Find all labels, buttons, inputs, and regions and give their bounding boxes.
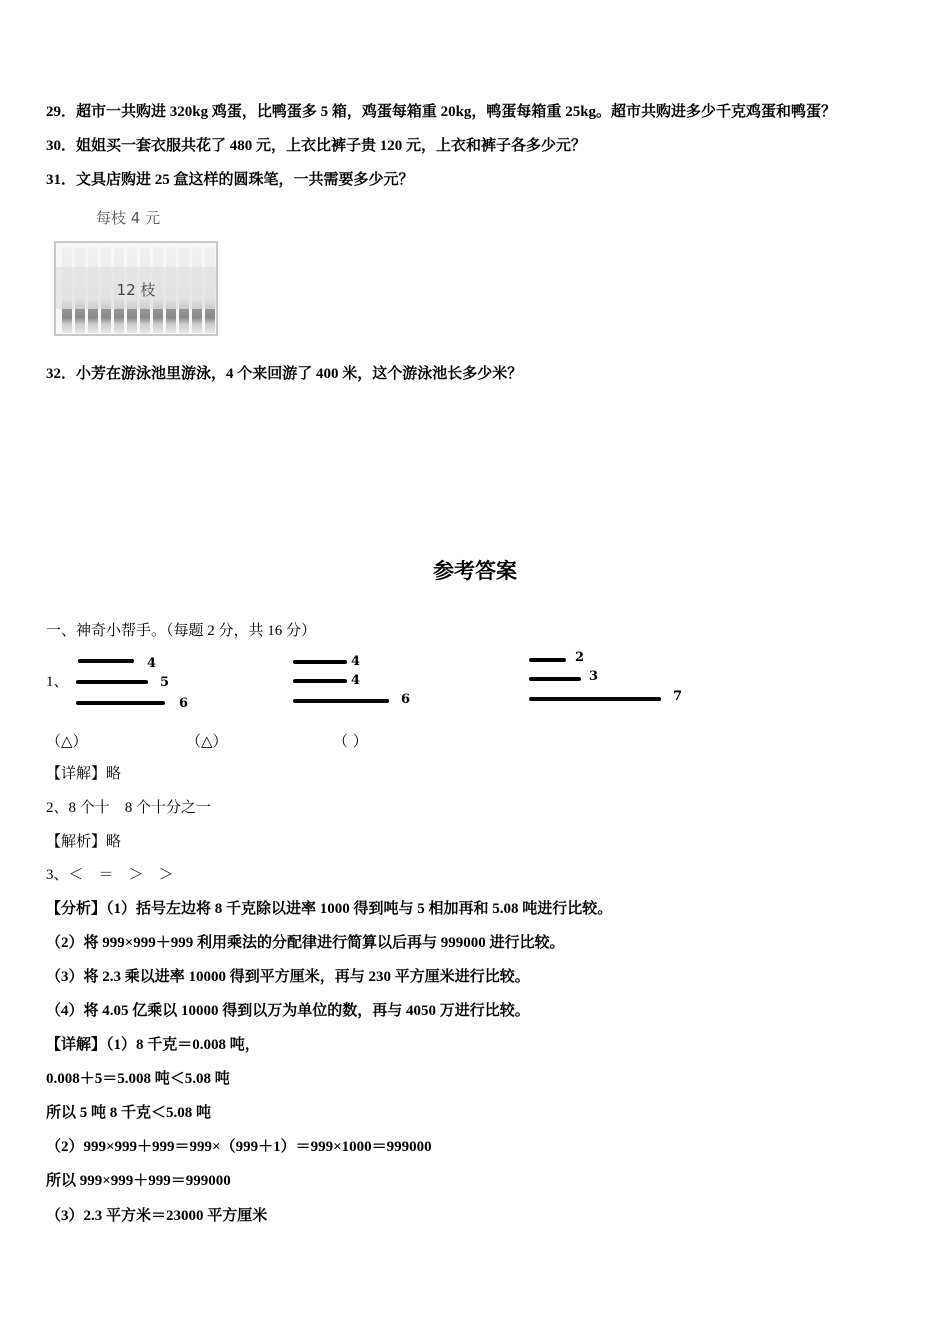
segment-label: 6 [401, 692, 411, 707]
segment-line [529, 677, 581, 681]
segment-label: 4 [147, 656, 157, 671]
segment-label: 2 [575, 650, 585, 665]
segment-line [76, 701, 165, 705]
answer-3-detail-1: 【详解】（1）8 千克＝0.008 吨， [46, 1037, 260, 1053]
answer-3-detail-4: （2）999×999＋999＝999×（999＋1）＝999×1000＝999000 [46, 1139, 432, 1155]
question-32: 32．小芳在游泳池里游泳，4 个来回游了 400 米，这个游泳池长多少米？ [46, 366, 523, 382]
segment-line [529, 658, 566, 662]
segment-label: 5 [160, 675, 170, 690]
segment-line [293, 699, 389, 703]
answer-mark: （ ） [333, 732, 368, 750]
section-1-heading: 一、神奇小帮手。（每题 2 分，共 16 分） [46, 623, 317, 639]
segment-label: 4 [351, 673, 361, 688]
segment-line [529, 697, 661, 701]
answer-2: 2、8 个十 8 个十分之一 [46, 800, 212, 816]
answer-2-analysis: 【解析】略 [46, 834, 122, 850]
answer-3-analysis-4: （4）将 4.05 亿乘以 10000 得到以万为单位的数，再与 4050 万进行比较。 [46, 1003, 530, 1019]
pen-count-label: 12 枝 [116, 281, 156, 299]
pen-box [54, 241, 218, 336]
answer-3-detail-5: 所以 999×999＋999＝999000 [46, 1173, 231, 1189]
segment-label: 3 [589, 669, 599, 684]
segment-line [78, 659, 134, 663]
answer-3-analysis-3: （3）将 2.3 乘以进率 10000 得到平方厘米，再与 230 平方厘米进行比较。 [46, 969, 530, 985]
answer-1-detail: 【详解】略 [46, 766, 122, 782]
segment-label: 7 [673, 689, 683, 704]
segment-line [76, 680, 148, 684]
answer-3-analysis-1: 【分析】（1）括号左边将 8 千克除以进率 1000 得到吨与 5 相加再和 5.08 吨进行比较。 [46, 901, 613, 917]
question-31: 31．文具店购进 25 盒这样的圆珠笔，一共需要多少元？ [46, 172, 414, 188]
question-29: 29．超市一共购进 320kg 鸡蛋，比鸭蛋多 5 箱，鸡蛋每箱重 20kg，鸭蛋每箱重 25kg。超市共购进多少千克鸡蛋和鸭蛋？ [46, 104, 837, 120]
pen-price-label: 每枝 4 元 [96, 209, 161, 227]
segment-label: 4 [351, 654, 361, 669]
segment-line [293, 660, 347, 664]
answer-mark: （△） [46, 732, 88, 750]
answer-mark: （△） [186, 732, 228, 750]
question-30: 30．姐姐买一套衣服共花了 480 元，上衣比裤子贵 120 元，上衣和裤子各多少元？ [46, 138, 587, 154]
answer-3-detail-2: 0.008＋5＝5.008 吨＜5.08 吨 [46, 1071, 230, 1087]
pen-box-figure [52, 205, 224, 340]
answers-title: 参考答案 [433, 559, 517, 583]
answer-3-detail-6: （3）2.3 平方米＝23000 平方厘米 [46, 1208, 268, 1224]
answer-3: 3、＜ ＝ ＞ ＞ [46, 867, 174, 883]
answer-1-prefix: 1、 [46, 674, 69, 690]
segment-label: 6 [179, 696, 189, 711]
segment-line [293, 679, 347, 683]
answer-3-analysis-2: （2）将 999×999＋999 利用乘法的分配律进行简算以后再与 999000 进行比较。 [46, 935, 565, 951]
answer-3-detail-3: 所以 5 吨 8 千克＜5.08 吨 [46, 1105, 212, 1121]
